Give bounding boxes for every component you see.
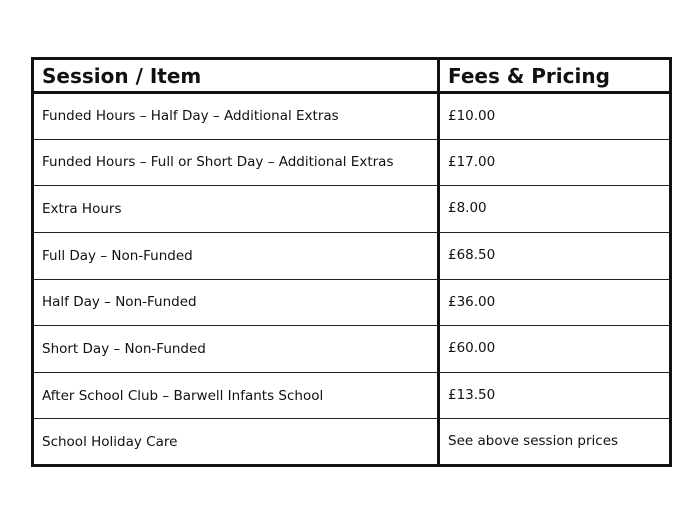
table-header bbox=[33, 59, 671, 93]
price-cell: £8.00 bbox=[439, 186, 671, 233]
session-item-cell: Full Day – Non-Funded bbox=[33, 232, 439, 279]
table-row bbox=[33, 279, 671, 326]
table-row bbox=[33, 326, 671, 373]
price-cell: £13.50 bbox=[439, 372, 671, 419]
price-cell: £68.50 bbox=[439, 232, 671, 279]
session-item-cell: Funded Hours – Half Day – Additional Extras bbox=[33, 93, 439, 140]
table-row bbox=[33, 419, 671, 466]
table-row bbox=[33, 93, 671, 140]
price-cell: £17.00 bbox=[439, 139, 671, 186]
price-cell: £36.00 bbox=[439, 279, 671, 326]
session-item-cell: Half Day – Non-Funded bbox=[33, 279, 439, 326]
table-row bbox=[33, 372, 671, 419]
table-body bbox=[33, 93, 671, 466]
table-row bbox=[33, 186, 671, 233]
session-item-cell: Funded Hours – Full or Short Day – Additional Extras bbox=[33, 139, 439, 186]
table-row bbox=[33, 139, 671, 186]
column-header-fees-pricing: Fees & Pricing bbox=[439, 59, 671, 93]
price-cell: £60.00 bbox=[439, 326, 671, 373]
column-header-session-item: Session / Item bbox=[33, 59, 439, 93]
price-cell: See above session prices bbox=[439, 419, 671, 466]
session-item-cell: Extra Hours bbox=[33, 186, 439, 233]
price-cell: £10.00 bbox=[439, 93, 671, 140]
session-item-cell: Short Day – Non-Funded bbox=[33, 326, 439, 373]
table-row bbox=[33, 232, 671, 279]
header-row bbox=[33, 59, 671, 93]
session-item-cell: After School Club – Barwell Infants School bbox=[33, 372, 439, 419]
fees-table bbox=[31, 57, 672, 467]
session-item-cell: School Holiday Care bbox=[33, 419, 439, 466]
